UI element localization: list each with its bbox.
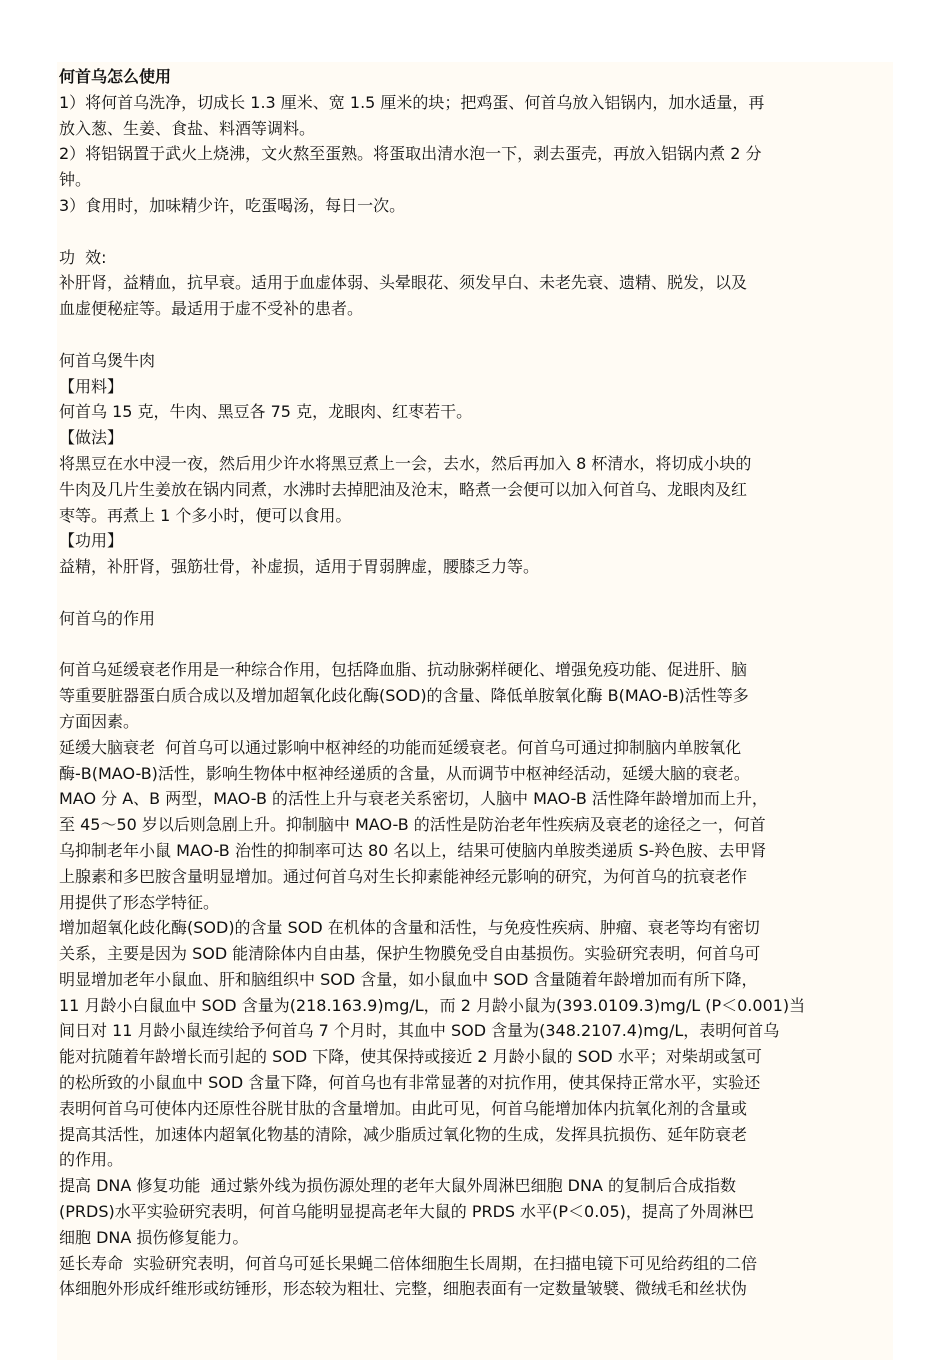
heading-how-to-use: 何首乌怎么使用 bbox=[59, 67, 172, 86]
text-line: 延长寿命 实验研究表明，何首乌可延长果蝇二倍体细胞生长周期，在扫描电镜下可见给药组的二倍 bbox=[59, 1253, 758, 1273]
text-line: 11 月龄小白鼠血中 SOD 含量为(218.163.9)mg/L，而 2 月龄小鼠为(393.0109.3)mg/L (P＜0.001)当 bbox=[59, 995, 806, 1015]
text-line: 钟。 bbox=[59, 170, 92, 190]
text-line: 血虚便秘症等。最适用于虚不受补的患者。 bbox=[59, 299, 364, 319]
text-line: 细胞 DNA 损伤修复能力。 bbox=[59, 1227, 249, 1247]
heading-effects: 何首乌的作用 bbox=[59, 608, 156, 628]
heading-recipe: 何首乌煲牛肉 bbox=[59, 350, 156, 370]
text-line: 明显增加老年小鼠血、肝和脑组织中 SOD 含量，如小鼠血中 SOD 含量随着年龄增加而有所下降， bbox=[59, 969, 758, 989]
text-line: 方面因素。 bbox=[59, 711, 140, 731]
text-line: 提高其活性，加速体内超氧化物基的清除，减少脂质过氧化物的生成，发挥具抗损伤、延年防衰老 bbox=[59, 1124, 748, 1144]
text-line: 间日对 11 月龄小鼠连续给予何首乌 7 个月时，其血中 SOD 含量为(348.2107.4)mg/L，表明何首乌 bbox=[59, 1021, 780, 1041]
text-line: 补肝肾，益精血，抗早衰。适用于血虚体弱、头晕眼花、须发早白、未老先衰、遗精、脱发，以及 bbox=[59, 273, 748, 293]
text-line: 提高 DNA 修复功能 通过紫外线为损伤源处理的老年大鼠外周淋巴细胞 DNA 的复制后合成指数 bbox=[59, 1176, 736, 1196]
text-line: 延缓大脑衰老 何首乌可以通过影响中枢神经的功能而延缓衰老。何首乌可通过抑制脑内单胺氧化 bbox=[59, 737, 742, 757]
document-page bbox=[57, 62, 893, 1360]
text-line: 放入葱、生姜、食盐、料酒等调料。 bbox=[59, 118, 316, 138]
text-line: 2）将铝锅置于武火上烧沸，文火熬至蛋熟。将蛋取出清水泡一下，剥去蛋壳，再放入铝锅内煮 2 分 bbox=[59, 144, 762, 164]
text-line: 体细胞外形成纤维形或纺锤形，形态较为粗壮、完整，细胞表面有一定数量皱襞、微绒毛和丝状伪 bbox=[59, 1279, 748, 1299]
text-line: 上腺素和多巴胺含量明显增加。通过何首乌对生长抑素能神经元影响的研究，为何首乌的抗衰老作 bbox=[59, 866, 748, 886]
section-label-function: 【功用】 bbox=[59, 531, 124, 551]
text-line: 枣等。再煮上 1 个多小时，便可以食用。 bbox=[59, 505, 352, 525]
text-line: 能对抗随着年龄增长而引起的 SOD 下降，使其保持或接近 2 月龄小鼠的 SOD 水平；对柴胡或氢可 bbox=[59, 1047, 762, 1067]
text-line: 乌抑制老年小鼠 MAO-B 治性的抑制率可达 80 名以上，结果可使脑内单胺类递质 S-羚色胺、去甲肾 bbox=[59, 840, 767, 860]
text-line: 表明何首乌可使体内还原性谷胱甘肽的含量增加。由此可见，何首乌能增加体内抗氧化剂的含量或 bbox=[59, 1098, 748, 1118]
text-line: 将黑豆在水中浸一夜，然后用少许水将黑豆煮上一会，去水，然后再加入 8 杯清水，将切成小块的 bbox=[59, 453, 752, 473]
text-line: 3）食用时，加味精少许，吃蛋喝汤，每日一次。 bbox=[59, 195, 406, 215]
section-label-ingredients: 【用料】 bbox=[59, 376, 124, 396]
section-label-method: 【做法】 bbox=[59, 428, 124, 448]
text-line: 益精，补肝肾，强筋壮骨，补虚损，适用于胃弱脾虚，腰膝乏力等。 bbox=[59, 557, 540, 577]
text-line: MAO 分 A、B 两型，MAO-B 的活性上升与衰老关系密切，人脑中 MAO-B 活性降年龄增加而上升， bbox=[59, 789, 768, 809]
blank-line bbox=[59, 219, 891, 245]
text-line: 等重要脏器蛋白质合成以及增加超氧化歧化酶(SOD)的含量、降低单胺氧化酶 B(MAO-B)活性等多 bbox=[59, 686, 749, 706]
text-line: 1）将何首乌洗净，切成长 1.3 厘米、宽 1.5 厘米的块；把鸡蛋、何首乌放入铝锅内，加水适量，再 bbox=[59, 92, 765, 112]
heading-efficacy: 功 效: bbox=[59, 247, 107, 267]
text-line: 至 45～50 岁以后则急剧上升。抑制脑中 MAO-B 的活性是防治老年性疾病及衰老的途径之一，何首 bbox=[59, 815, 766, 835]
text-line: 何首乌 15 克，牛肉、黑豆各 75 克，龙眼肉、红枣若干。 bbox=[59, 402, 473, 422]
text-line: 牛肉及几片生姜放在锅内同煮，水沸时去掉肥油及沧末，略煮一会便可以加入何首乌、龙眼肉及红 bbox=[59, 479, 748, 499]
text-line: (PRDS)水平实验研究表明，何首乌能明显提高老年大鼠的 PRDS 水平(P＜0.05)，提高了外周淋巴 bbox=[59, 1202, 754, 1222]
text-line: 增加超氧化歧化酶(SOD)的含量 SOD 在机体的含量和活性，与免疫性疾病、肿瘤、衰老等均有密切 bbox=[59, 918, 760, 938]
text-line: 关系，主要是因为 SOD 能清除体内自由基，保护生物膜免受自由基损伤。实验研究表明，何首乌可 bbox=[59, 944, 761, 964]
text-line: 的松所致的小鼠血中 SOD 含量下降，何首乌也有非常显著的对抗作用，使其保持正常水平，实验还 bbox=[59, 1073, 761, 1093]
text-line: 用提供了形态学特征。 bbox=[59, 892, 220, 912]
text-line: 的作用。 bbox=[59, 1150, 124, 1170]
text-line: 何首乌延缓衰老作用是一种综合作用，包括降血脂、抗动脉粥样硬化、增强免疫功能、促进肝、脑 bbox=[59, 660, 748, 680]
text-line bbox=[59, 1302, 891, 1328]
text-line: 酶-B(MAO-B)活性，影响生物体中枢神经递质的含量，从而调节中枢神经活动，延缓大脑的衰老。 bbox=[59, 763, 750, 783]
text-line bbox=[59, 1328, 891, 1354]
blank-line bbox=[59, 632, 891, 658]
blank-line bbox=[59, 580, 891, 606]
blank-line bbox=[59, 322, 891, 348]
